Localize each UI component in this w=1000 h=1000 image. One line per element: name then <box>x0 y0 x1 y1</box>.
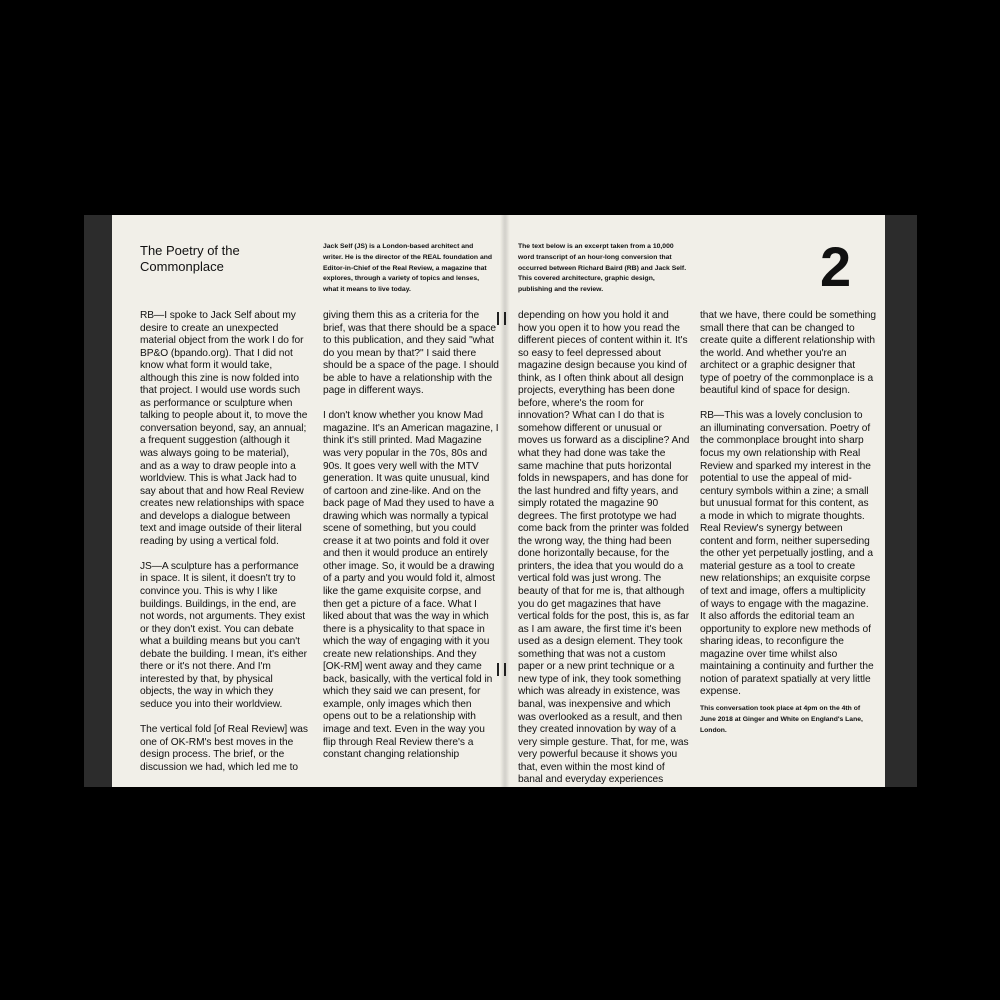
spine-gutter <box>500 215 510 787</box>
paragraph: that we have, there could be something small there that can be changed to create quite a different relationship with the world. And whether you're an architect or a graphic designer that type of poetry of the commonplace is a beautiful kind of space for design. <box>700 310 876 397</box>
paragraph: depending on how you hold it and how you open it to how you read the different pieces of content within it. It's so easy to feel depressed about magazine design because you kind of think, as I often think about all design projects, everything has been done before, where's the room for innovation? What can I do that is somehow different or unusual or moves us forward as a discipline? And what they had done was take the same machine that puts horizontal folds in newspapers, and has done for the last hundred and fifty years, and simply rotated the magazine 90 degrees. The first prototype we had come back from the printer was folded the wrong way, the thing had been done horizontally because, for the printers, the idea that you would do a vertical fold was just wrong. The beauty of that for me is, that although you do get magazines that have vertical folds for the post, this is, as far as I am aware, the first time it's been used as a design element. They took something that was not a custom paper or a new print technique or a new type of ink, they took something which was already in existence, was banal, was inexpensive and which was overlooked as a result, and then they created innovation by way of a very simple gesture. That, for me, was very powerful because it shows you that, even within the most kind of banal and everyday experiences <box>518 310 690 786</box>
text-column-1 <box>140 310 308 787</box>
fold-mark <box>497 663 499 676</box>
paragraph: giving them this as a criteria for the brief, was that there should be a space to this publication, and they said "what do you mean by that?" I said there should be a space of the page. I should be able to have a relationship with the page in different ways. <box>323 310 499 397</box>
page-number: 2 <box>820 235 851 298</box>
author-intro: Jack Self (JS) is a London-based architect and writer. He is the director of the REAL foundation and Editor-in-Chief of the Real Review, a magazine that explores, through a variety of topics and lenses, what it means to live today. <box>323 243 493 294</box>
paragraph: RB—I spoke to Jack Self about my desire to create an unexpected material object from the work I do for BP&O (bpando.org). That I did not know what form it would take, although this zine is now folded into that project. I would use words such as performance or sculpture when talking to people about it, to move the conversation beyond, say, an annual; a frequent suggestion (although it was always going to be material), and as a way to draw people into a worldview. This is what Jack had to say about that and how Real Review creates new relationships with space and develops a dialogue between text and image outside of their literal reading by using a vertical fold. <box>140 310 308 547</box>
fold-mark <box>497 312 499 325</box>
left-page <box>112 215 504 787</box>
excerpt-intro: The text below is an excerpt taken from a 10,000 word transcript of an hour-long conversion that occurred between Richard Baird (RB) and Jack Self. This covered architecture, graphic design, publishing and the review. <box>518 243 687 294</box>
paragraph: The vertical fold [of Real Review] was one of OK-RM's best moves in the design process. The brief, or the discussion we had, which led me to <box>140 723 308 773</box>
zine-cover-left-edge <box>84 215 114 787</box>
paragraph: I don't know whether you know Mad magazine. It's an American magazine, I think it's still printed. Mad Magazine was very popular in the 70s, 80s and 90s. It goes very well with the MTV generation. It was quite unusual, kind of cartoon and zine-like. And on the back page of Mad they used to have a drawing which was normally a typical scene of something, but you could crease it at two points and fold it over and then it would produce an entirely other image. So, it would be a drawing of a party and you would fold it, almost like the game exquisite corpse, and then get a picture of a face. What I liked about that was the way in which there is a physicality to that space in which the way of engaging with it you create new relationships. And they [OK-RM] went away and they came back, basically, with the vertical fold in which they said we can present, for example, only images which then opens out to be a relationship with image and text. Even in the way you flip through Real Review there's a constant changing relationship <box>323 410 499 761</box>
zine-cover-right-edge <box>884 215 917 787</box>
paragraph: JS—A sculpture has a performance in space. It is silent, it doesn't try to convince you. This is why I like buildings. Buildings, in the end, are not words, not arguments. They exist or they don't exist. You can debate what a building means but you can't debate the building. I mean, it's either there or it's not there. And I'm interested by that, by physical objects, the way in which they seduce you into their worldview. <box>140 560 308 710</box>
conversation-footnote: This conversation took place at 4pm on the 4th of June 2018 at Ginger and White on England's Lane, London. <box>700 705 863 734</box>
paragraph: RB—This was a lovely conclusion to an illuminating conversation. Poetry of the commonplace brought into sharp focus my own relationship with Real Review and sparked my interest in the potential to use the appeal of mid-century symbols within a zine; a small but unusual format for this content, as a mode in which to migrate thoughts. Real Review's synergy between content and form, neither superseding the other yet perpetually jostling, and a material gesture as a tool to create new relationships; an exquisite corpse of text and image, offers a multiplicity of ways to engage with the magazine. It also affords the editorial team an opportunity to explore new methods of sharing ideas, to reconfigure the magazine over time whilst also maintaining a continuity and further the notion of paratext spatially at very little expense. <box>700 410 874 698</box>
text-column-4 <box>700 310 876 711</box>
text-column-3 <box>518 310 690 787</box>
right-page <box>504 215 885 787</box>
article-title: The Poetry of the Commonplace <box>140 243 240 274</box>
text-column-2 <box>323 310 499 774</box>
